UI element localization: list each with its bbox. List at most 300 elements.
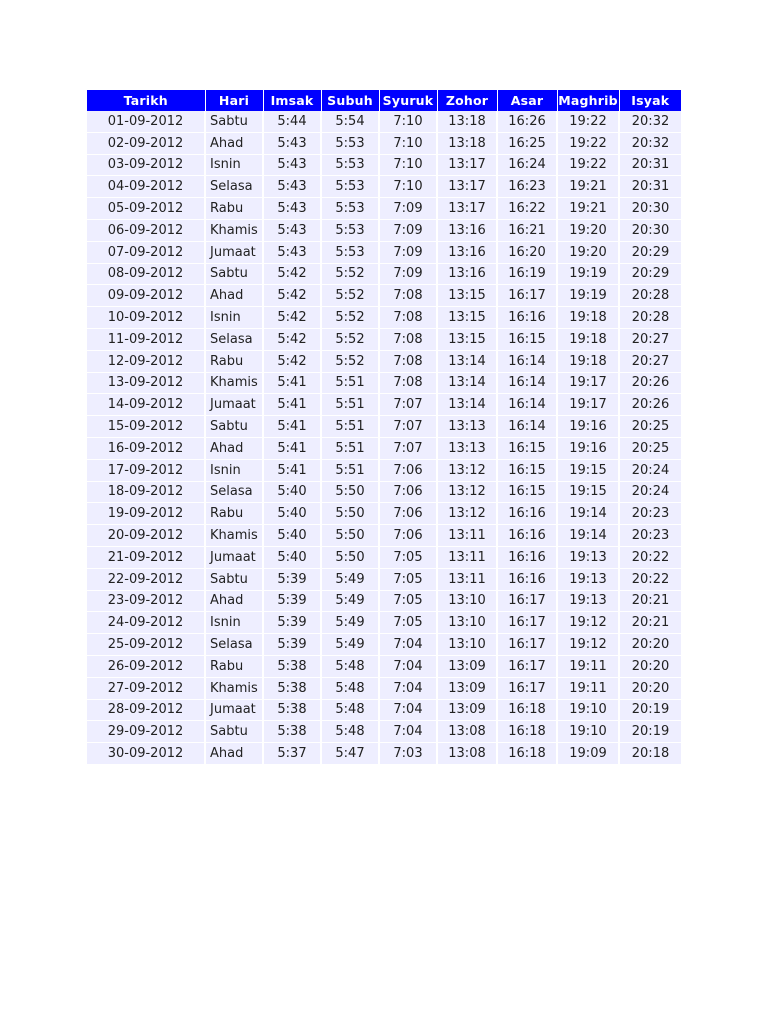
syuruk-cell: 7:08 (379, 307, 437, 329)
day-cell: Khamis (205, 677, 263, 699)
table-row (87, 372, 681, 394)
syuruk-cell: 7:07 (379, 394, 437, 416)
asar-cell: 16:15 (497, 437, 557, 459)
date-cell: 17-09-2012 (87, 459, 205, 481)
imsak-cell: 5:39 (263, 568, 321, 590)
table-row (87, 219, 681, 241)
table-row (87, 416, 681, 438)
date-cell: 02-09-2012 (87, 132, 205, 154)
isyak-cell: 20:31 (619, 154, 681, 176)
zohor-cell: 13:09 (437, 699, 497, 721)
imsak-cell: 5:38 (263, 721, 321, 743)
date-cell: 19-09-2012 (87, 503, 205, 525)
zohor-cell: 13:17 (437, 198, 497, 220)
maghrib-cell: 19:22 (557, 154, 619, 176)
asar-cell: 16:17 (497, 285, 557, 307)
isyak-cell: 20:25 (619, 437, 681, 459)
imsak-cell: 5:38 (263, 699, 321, 721)
syuruk-cell: 7:10 (379, 111, 437, 132)
syuruk-cell: 7:05 (379, 568, 437, 590)
day-cell: Ahad (205, 285, 263, 307)
syuruk-cell: 7:06 (379, 459, 437, 481)
table-row (87, 655, 681, 677)
day-cell: Sabtu (205, 721, 263, 743)
date-cell: 27-09-2012 (87, 677, 205, 699)
asar-cell: 16:17 (497, 590, 557, 612)
isyak-cell: 20:25 (619, 416, 681, 438)
isyak-cell: 20:24 (619, 459, 681, 481)
maghrib-cell: 19:21 (557, 198, 619, 220)
isyak-cell: 20:30 (619, 219, 681, 241)
isyak-cell: 20:22 (619, 546, 681, 568)
syuruk-cell: 7:07 (379, 416, 437, 438)
imsak-cell: 5:40 (263, 503, 321, 525)
table-row (87, 503, 681, 525)
table-row (87, 154, 681, 176)
date-cell: 22-09-2012 (87, 568, 205, 590)
subuh-cell: 5:50 (321, 546, 379, 568)
isyak-cell: 20:31 (619, 176, 681, 198)
day-cell: Sabtu (205, 568, 263, 590)
zohor-cell: 13:13 (437, 437, 497, 459)
day-cell: Ahad (205, 743, 263, 765)
subuh-cell: 5:51 (321, 437, 379, 459)
isyak-cell: 20:22 (619, 568, 681, 590)
subuh-cell: 5:50 (321, 525, 379, 547)
syuruk-cell: 7:08 (379, 350, 437, 372)
zohor-cell: 13:16 (437, 263, 497, 285)
syuruk-cell: 7:05 (379, 612, 437, 634)
column-header-asar: Asar (497, 90, 557, 111)
date-cell: 25-09-2012 (87, 634, 205, 656)
subuh-cell: 5:51 (321, 372, 379, 394)
column-header-tarikh: Tarikh (87, 90, 205, 111)
subuh-cell: 5:50 (321, 503, 379, 525)
subuh-cell: 5:53 (321, 219, 379, 241)
day-cell: Selasa (205, 634, 263, 656)
day-cell: Rabu (205, 198, 263, 220)
imsak-cell: 5:38 (263, 655, 321, 677)
zohor-cell: 13:11 (437, 525, 497, 547)
maghrib-cell: 19:11 (557, 655, 619, 677)
subuh-cell: 5:51 (321, 394, 379, 416)
syuruk-cell: 7:08 (379, 372, 437, 394)
isyak-cell: 20:26 (619, 394, 681, 416)
day-cell: Isnin (205, 307, 263, 329)
table-row (87, 198, 681, 220)
table-row (87, 241, 681, 263)
table-row (87, 394, 681, 416)
syuruk-cell: 7:05 (379, 590, 437, 612)
isyak-cell: 20:28 (619, 307, 681, 329)
table-row (87, 677, 681, 699)
isyak-cell: 20:18 (619, 743, 681, 765)
syuruk-cell: 7:09 (379, 263, 437, 285)
subuh-cell: 5:52 (321, 328, 379, 350)
syuruk-cell: 7:10 (379, 176, 437, 198)
maghrib-cell: 19:12 (557, 612, 619, 634)
imsak-cell: 5:43 (263, 241, 321, 263)
imsak-cell: 5:40 (263, 546, 321, 568)
syuruk-cell: 7:04 (379, 699, 437, 721)
isyak-cell: 20:27 (619, 350, 681, 372)
day-cell: Sabtu (205, 263, 263, 285)
subuh-cell: 5:48 (321, 721, 379, 743)
maghrib-cell: 19:19 (557, 263, 619, 285)
asar-cell: 16:26 (497, 111, 557, 132)
asar-cell: 16:23 (497, 176, 557, 198)
imsak-cell: 5:43 (263, 132, 321, 154)
imsak-cell: 5:42 (263, 350, 321, 372)
table-row (87, 437, 681, 459)
column-header-subuh: Subuh (321, 90, 379, 111)
isyak-cell: 20:32 (619, 111, 681, 132)
zohor-cell: 13:13 (437, 416, 497, 438)
asar-cell: 16:16 (497, 568, 557, 590)
asar-cell: 16:16 (497, 503, 557, 525)
date-cell: 07-09-2012 (87, 241, 205, 263)
syuruk-cell: 7:09 (379, 241, 437, 263)
subuh-cell: 5:53 (321, 154, 379, 176)
imsak-cell: 5:44 (263, 111, 321, 132)
zohor-cell: 13:18 (437, 132, 497, 154)
date-cell: 08-09-2012 (87, 263, 205, 285)
date-cell: 20-09-2012 (87, 525, 205, 547)
isyak-cell: 20:26 (619, 372, 681, 394)
isyak-cell: 20:23 (619, 525, 681, 547)
asar-cell: 16:14 (497, 394, 557, 416)
zohor-cell: 13:15 (437, 285, 497, 307)
date-cell: 26-09-2012 (87, 655, 205, 677)
day-cell: Selasa (205, 176, 263, 198)
asar-cell: 16:15 (497, 481, 557, 503)
isyak-cell: 20:29 (619, 241, 681, 263)
imsak-cell: 5:41 (263, 394, 321, 416)
isyak-cell: 20:20 (619, 677, 681, 699)
table-row (87, 111, 681, 132)
date-cell: 16-09-2012 (87, 437, 205, 459)
subuh-cell: 5:53 (321, 176, 379, 198)
syuruk-cell: 7:04 (379, 721, 437, 743)
asar-cell: 16:18 (497, 743, 557, 765)
maghrib-cell: 19:14 (557, 525, 619, 547)
table-row (87, 176, 681, 198)
imsak-cell: 5:41 (263, 459, 321, 481)
date-cell: 13-09-2012 (87, 372, 205, 394)
day-cell: Ahad (205, 590, 263, 612)
maghrib-cell: 19:13 (557, 568, 619, 590)
zohor-cell: 13:08 (437, 721, 497, 743)
zohor-cell: 13:18 (437, 111, 497, 132)
zohor-cell: 13:15 (437, 307, 497, 329)
date-cell: 21-09-2012 (87, 546, 205, 568)
table-row (87, 699, 681, 721)
subuh-cell: 5:48 (321, 677, 379, 699)
syuruk-cell: 7:08 (379, 328, 437, 350)
isyak-cell: 20:30 (619, 198, 681, 220)
zohor-cell: 13:09 (437, 677, 497, 699)
column-header-syuruk: Syuruk (379, 90, 437, 111)
isyak-cell: 20:20 (619, 655, 681, 677)
isyak-cell: 20:27 (619, 328, 681, 350)
subuh-cell: 5:52 (321, 307, 379, 329)
table-row (87, 568, 681, 590)
maghrib-cell: 19:22 (557, 111, 619, 132)
subuh-cell: 5:52 (321, 263, 379, 285)
column-header-imsak: Imsak (263, 90, 321, 111)
isyak-cell: 20:23 (619, 503, 681, 525)
maghrib-cell: 19:09 (557, 743, 619, 765)
imsak-cell: 5:41 (263, 416, 321, 438)
subuh-cell: 5:49 (321, 568, 379, 590)
maghrib-cell: 19:13 (557, 546, 619, 568)
syuruk-cell: 7:05 (379, 546, 437, 568)
table-row (87, 590, 681, 612)
isyak-cell: 20:29 (619, 263, 681, 285)
syuruk-cell: 7:10 (379, 154, 437, 176)
table-row (87, 481, 681, 503)
asar-cell: 16:22 (497, 198, 557, 220)
table-row (87, 743, 681, 765)
isyak-cell: 20:19 (619, 721, 681, 743)
date-cell: 12-09-2012 (87, 350, 205, 372)
syuruk-cell: 7:06 (379, 503, 437, 525)
imsak-cell: 5:41 (263, 372, 321, 394)
imsak-cell: 5:43 (263, 198, 321, 220)
column-header-maghrib: Maghrib (557, 90, 619, 111)
asar-cell: 16:16 (497, 307, 557, 329)
syuruk-cell: 7:04 (379, 655, 437, 677)
asar-cell: 16:15 (497, 328, 557, 350)
table-row (87, 459, 681, 481)
asar-cell: 16:17 (497, 677, 557, 699)
isyak-cell: 20:24 (619, 481, 681, 503)
imsak-cell: 5:42 (263, 307, 321, 329)
maghrib-cell: 19:12 (557, 634, 619, 656)
asar-cell: 16:16 (497, 525, 557, 547)
subuh-cell: 5:49 (321, 634, 379, 656)
isyak-cell: 20:20 (619, 634, 681, 656)
table-row (87, 525, 681, 547)
table-header (87, 90, 681, 111)
imsak-cell: 5:39 (263, 590, 321, 612)
date-cell: 05-09-2012 (87, 198, 205, 220)
imsak-cell: 5:39 (263, 612, 321, 634)
imsak-cell: 5:43 (263, 154, 321, 176)
table-row (87, 307, 681, 329)
date-cell: 15-09-2012 (87, 416, 205, 438)
table-row (87, 721, 681, 743)
date-cell: 09-09-2012 (87, 285, 205, 307)
zohor-cell: 13:12 (437, 459, 497, 481)
maghrib-cell: 19:17 (557, 394, 619, 416)
date-cell: 23-09-2012 (87, 590, 205, 612)
day-cell: Khamis (205, 372, 263, 394)
asar-cell: 16:24 (497, 154, 557, 176)
date-cell: 18-09-2012 (87, 481, 205, 503)
date-cell: 10-09-2012 (87, 307, 205, 329)
isyak-cell: 20:28 (619, 285, 681, 307)
subuh-cell: 5:53 (321, 132, 379, 154)
maghrib-cell: 19:16 (557, 416, 619, 438)
day-cell: Sabtu (205, 111, 263, 132)
maghrib-cell: 19:20 (557, 241, 619, 263)
zohor-cell: 13:14 (437, 372, 497, 394)
asar-cell: 16:14 (497, 372, 557, 394)
subuh-cell: 5:48 (321, 699, 379, 721)
maghrib-cell: 19:18 (557, 328, 619, 350)
date-cell: 06-09-2012 (87, 219, 205, 241)
imsak-cell: 5:42 (263, 285, 321, 307)
subuh-cell: 5:53 (321, 198, 379, 220)
day-cell: Sabtu (205, 416, 263, 438)
syuruk-cell: 7:10 (379, 132, 437, 154)
syuruk-cell: 7:09 (379, 198, 437, 220)
imsak-cell: 5:43 (263, 176, 321, 198)
maghrib-cell: 19:15 (557, 459, 619, 481)
zohor-cell: 13:09 (437, 655, 497, 677)
day-cell: Rabu (205, 503, 263, 525)
day-cell: Khamis (205, 525, 263, 547)
maghrib-cell: 19:18 (557, 307, 619, 329)
asar-cell: 16:16 (497, 546, 557, 568)
column-header-zohor: Zohor (437, 90, 497, 111)
maghrib-cell: 19:20 (557, 219, 619, 241)
zohor-cell: 13:10 (437, 634, 497, 656)
asar-cell: 16:17 (497, 634, 557, 656)
syuruk-cell: 7:04 (379, 677, 437, 699)
day-cell: Jumaat (205, 546, 263, 568)
date-cell: 28-09-2012 (87, 699, 205, 721)
zohor-cell: 13:11 (437, 546, 497, 568)
asar-cell: 16:25 (497, 132, 557, 154)
day-cell: Selasa (205, 481, 263, 503)
prayer-times-table (87, 90, 681, 765)
day-cell: Khamis (205, 219, 263, 241)
asar-cell: 16:20 (497, 241, 557, 263)
zohor-cell: 13:12 (437, 481, 497, 503)
maghrib-cell: 19:11 (557, 677, 619, 699)
maghrib-cell: 19:10 (557, 721, 619, 743)
zohor-cell: 13:08 (437, 743, 497, 765)
maghrib-cell: 19:22 (557, 132, 619, 154)
date-cell: 14-09-2012 (87, 394, 205, 416)
date-cell: 01-09-2012 (87, 111, 205, 132)
subuh-cell: 5:47 (321, 743, 379, 765)
maghrib-cell: 19:19 (557, 285, 619, 307)
subuh-cell: 5:53 (321, 241, 379, 263)
asar-cell: 16:21 (497, 219, 557, 241)
zohor-cell: 13:14 (437, 394, 497, 416)
imsak-cell: 5:42 (263, 263, 321, 285)
syuruk-cell: 7:04 (379, 634, 437, 656)
table-row (87, 350, 681, 372)
maghrib-cell: 19:17 (557, 372, 619, 394)
subuh-cell: 5:54 (321, 111, 379, 132)
isyak-cell: 20:19 (619, 699, 681, 721)
table-body (87, 111, 681, 764)
zohor-cell: 13:14 (437, 350, 497, 372)
maghrib-cell: 19:16 (557, 437, 619, 459)
subuh-cell: 5:51 (321, 459, 379, 481)
maghrib-cell: 19:15 (557, 481, 619, 503)
day-cell: Ahad (205, 132, 263, 154)
asar-cell: 16:19 (497, 263, 557, 285)
subuh-cell: 5:52 (321, 350, 379, 372)
subuh-cell: 5:49 (321, 590, 379, 612)
maghrib-cell: 19:13 (557, 590, 619, 612)
imsak-cell: 5:43 (263, 219, 321, 241)
day-cell: Rabu (205, 655, 263, 677)
asar-cell: 16:18 (497, 699, 557, 721)
day-cell: Jumaat (205, 699, 263, 721)
day-cell: Jumaat (205, 241, 263, 263)
imsak-cell: 5:39 (263, 634, 321, 656)
subuh-cell: 5:51 (321, 416, 379, 438)
imsak-cell: 5:41 (263, 437, 321, 459)
syuruk-cell: 7:09 (379, 219, 437, 241)
syuruk-cell: 7:06 (379, 481, 437, 503)
zohor-cell: 13:10 (437, 612, 497, 634)
maghrib-cell: 19:18 (557, 350, 619, 372)
syuruk-cell: 7:07 (379, 437, 437, 459)
syuruk-cell: 7:03 (379, 743, 437, 765)
day-cell: Ahad (205, 437, 263, 459)
imsak-cell: 5:37 (263, 743, 321, 765)
date-cell: 11-09-2012 (87, 328, 205, 350)
asar-cell: 16:15 (497, 459, 557, 481)
imsak-cell: 5:40 (263, 481, 321, 503)
column-header-hari: Hari (205, 90, 263, 111)
column-header-isyak: Isyak (619, 90, 681, 111)
isyak-cell: 20:32 (619, 132, 681, 154)
day-cell: Isnin (205, 459, 263, 481)
imsak-cell: 5:40 (263, 525, 321, 547)
syuruk-cell: 7:06 (379, 525, 437, 547)
asar-cell: 16:14 (497, 416, 557, 438)
table-row (87, 328, 681, 350)
asar-cell: 16:14 (497, 350, 557, 372)
maghrib-cell: 19:10 (557, 699, 619, 721)
day-cell: Isnin (205, 612, 263, 634)
header-row (87, 90, 681, 111)
isyak-cell: 20:21 (619, 590, 681, 612)
zohor-cell: 13:17 (437, 176, 497, 198)
subuh-cell: 5:52 (321, 285, 379, 307)
day-cell: Selasa (205, 328, 263, 350)
day-cell: Jumaat (205, 394, 263, 416)
subuh-cell: 5:48 (321, 655, 379, 677)
zohor-cell: 13:17 (437, 154, 497, 176)
table-row (87, 634, 681, 656)
table-row (87, 263, 681, 285)
zohor-cell: 13:16 (437, 219, 497, 241)
table-row (87, 132, 681, 154)
maghrib-cell: 19:14 (557, 503, 619, 525)
zohor-cell: 13:12 (437, 503, 497, 525)
zohor-cell: 13:16 (437, 241, 497, 263)
asar-cell: 16:17 (497, 655, 557, 677)
imsak-cell: 5:38 (263, 677, 321, 699)
date-cell: 24-09-2012 (87, 612, 205, 634)
table-row (87, 285, 681, 307)
isyak-cell: 20:21 (619, 612, 681, 634)
imsak-cell: 5:42 (263, 328, 321, 350)
day-cell: Isnin (205, 154, 263, 176)
date-cell: 04-09-2012 (87, 176, 205, 198)
zohor-cell: 13:15 (437, 328, 497, 350)
asar-cell: 16:18 (497, 721, 557, 743)
